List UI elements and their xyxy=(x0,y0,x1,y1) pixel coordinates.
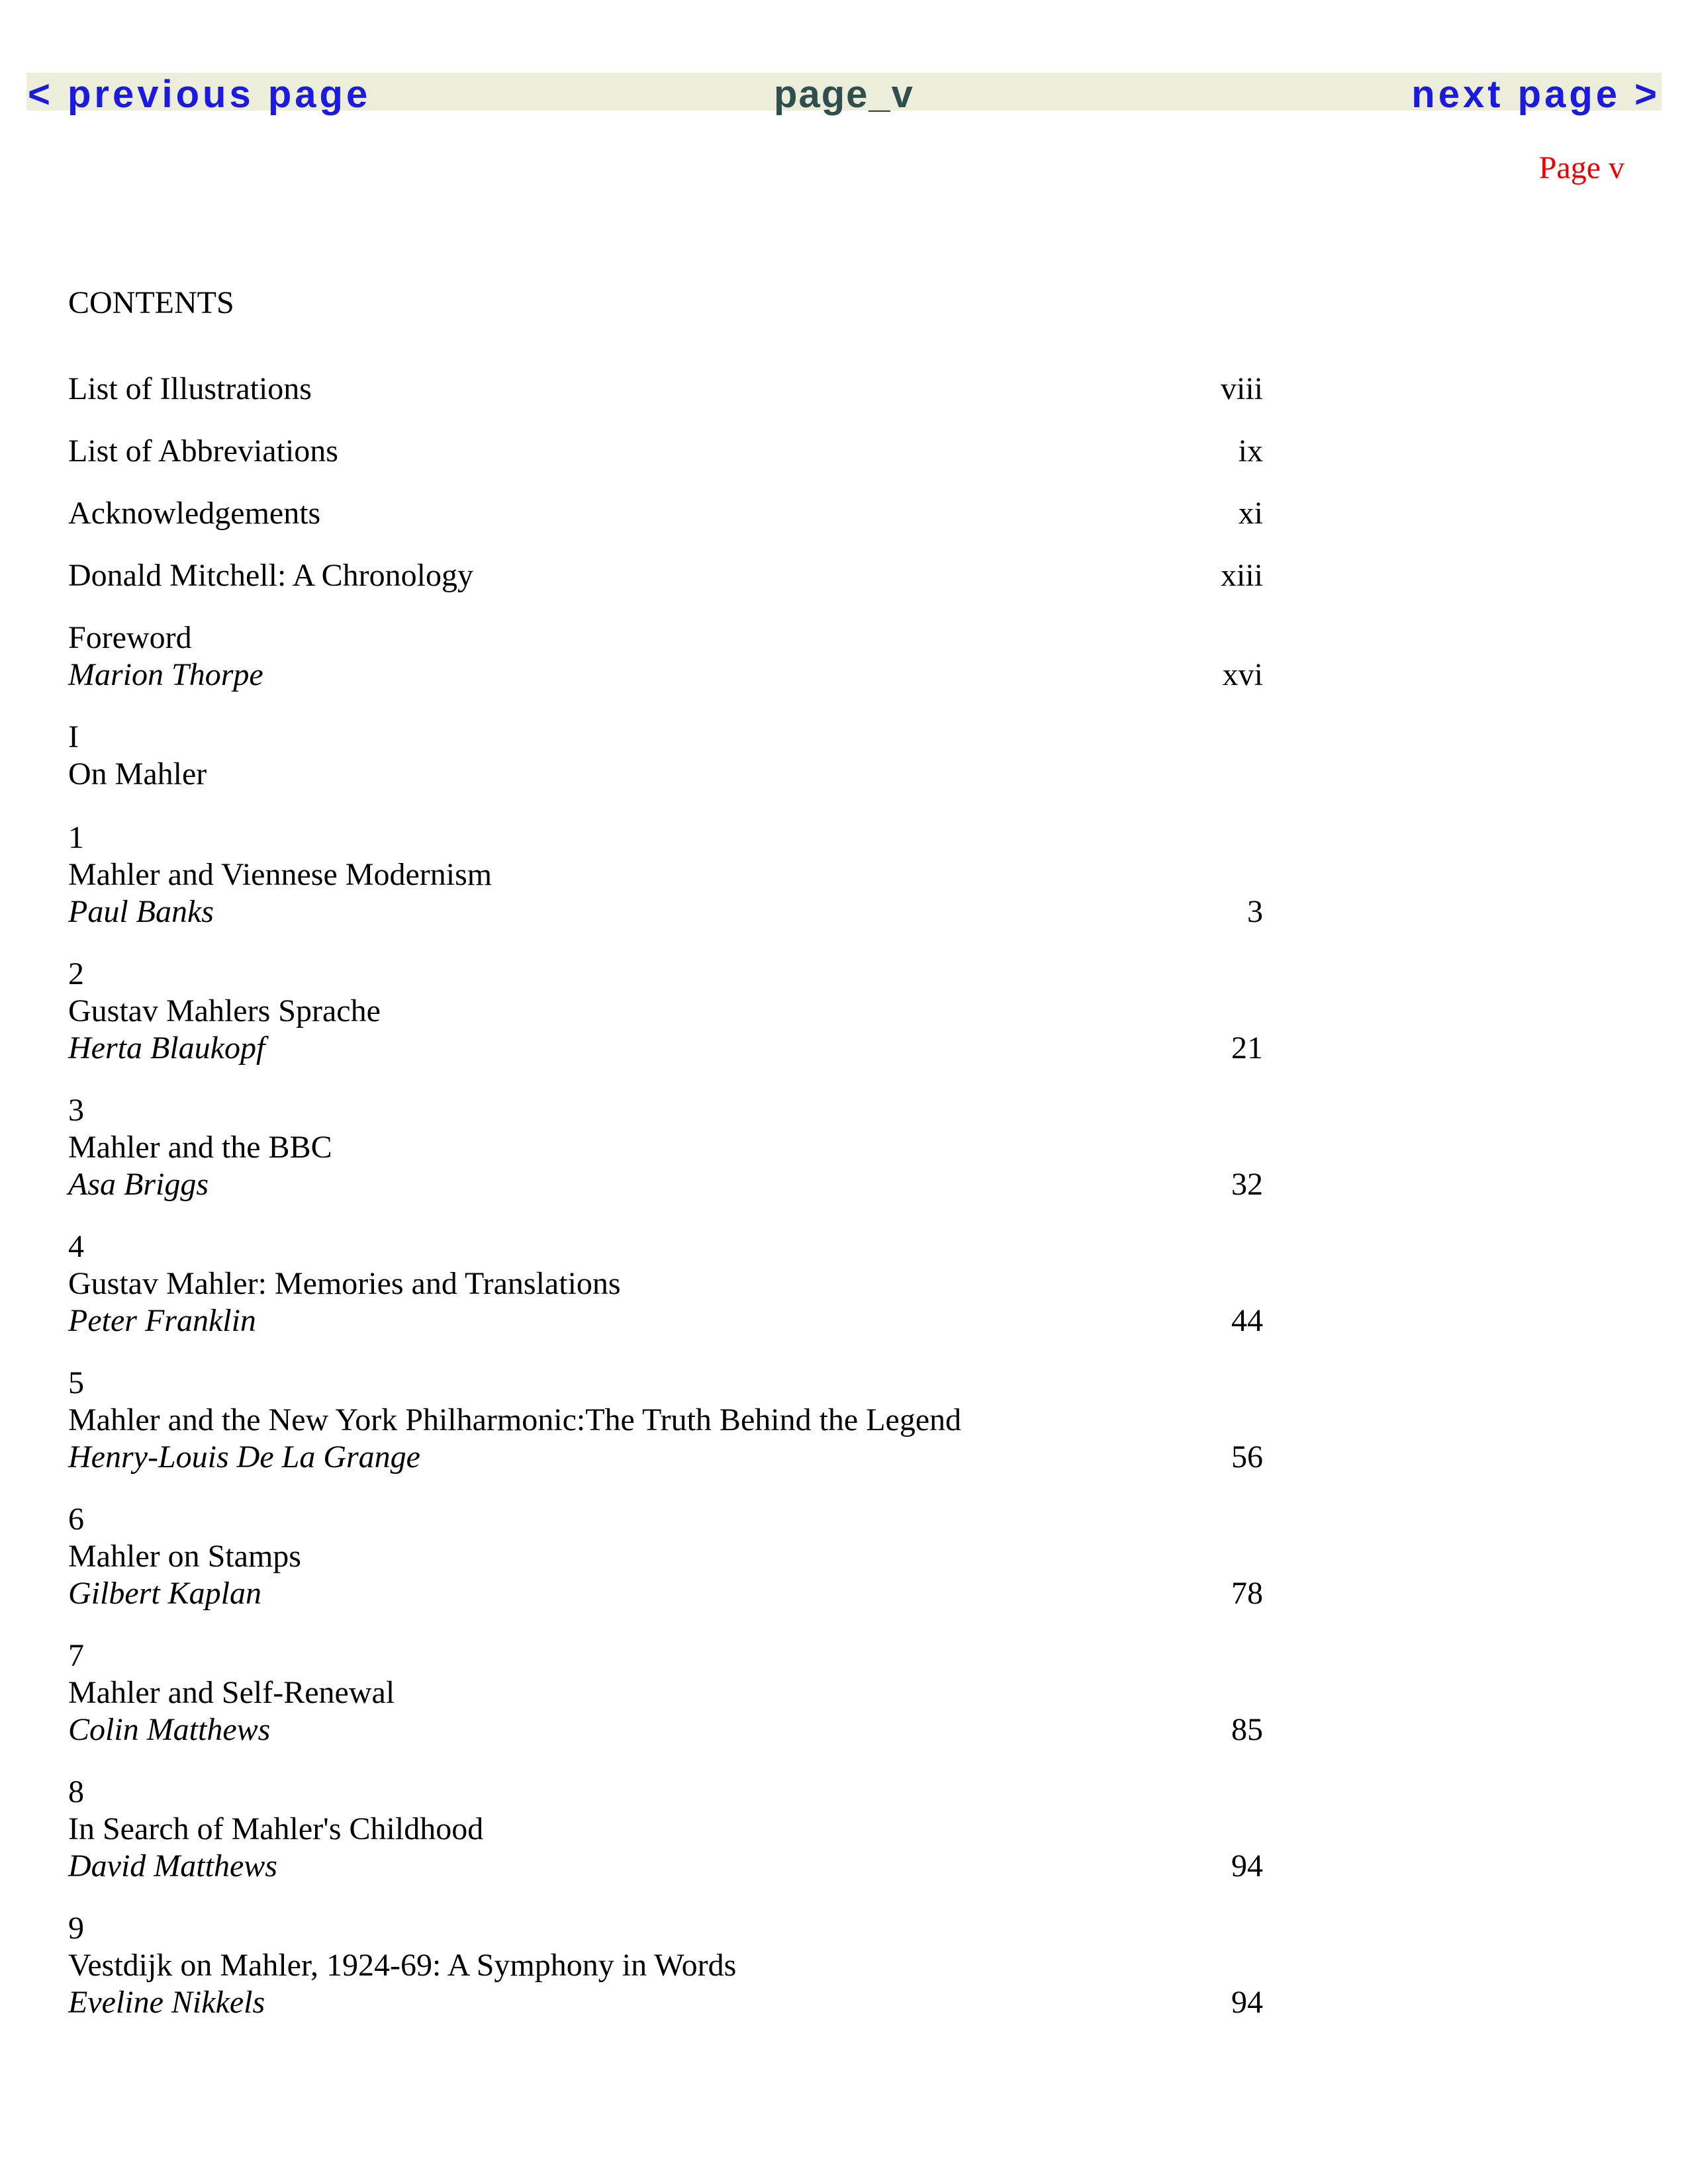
chapter-number: 6 xyxy=(68,1502,84,1537)
chapter-title: Mahler and the BBC xyxy=(68,1130,332,1165)
chapter-author: Asa Briggs xyxy=(68,1167,209,1202)
chapter-page: 85 xyxy=(1231,1712,1263,1747)
toc-entry-title: Acknowledgements xyxy=(68,496,321,531)
chapter-title: Gustav Mahlers Sprache xyxy=(68,993,381,1028)
chapter-title: Mahler on Stamps xyxy=(68,1539,301,1574)
chapter-number: 5 xyxy=(68,1365,84,1400)
chapter-page: 56 xyxy=(1231,1439,1263,1475)
contents-heading: CONTENTS xyxy=(68,285,234,320)
chapter-page: 32 xyxy=(1231,1167,1263,1202)
toc-chapter xyxy=(68,819,1263,931)
chapter-title: In Search of Mahler's Childhood xyxy=(68,1811,484,1846)
chapter-title: Mahler and Self-Renewal xyxy=(68,1675,395,1710)
toc-entry-title: Donald Mitchell: A Chronology xyxy=(68,558,473,593)
page-title: page_v xyxy=(774,73,914,116)
chapter-page: 44 xyxy=(1231,1303,1263,1338)
chapter-author: Peter Franklin xyxy=(68,1303,256,1338)
toc-entry-title: List of Illustrations xyxy=(68,371,312,406)
chapter-number: 4 xyxy=(68,1229,84,1264)
toc-chapter xyxy=(68,1365,1263,1476)
toc-entry-foreword xyxy=(68,619,1263,694)
chapter-title: Vestdijk on Mahler, 1924-69: A Symphony in Words xyxy=(68,1948,737,1983)
toc-entry-title: Foreword xyxy=(68,620,192,655)
toc-part-heading xyxy=(68,719,1263,793)
chapter-page: 94 xyxy=(1231,1985,1263,2020)
toc-chapter xyxy=(68,1774,1263,1885)
table-of-contents xyxy=(68,371,1263,2046)
chapter-page: 21 xyxy=(1231,1030,1263,1066)
page-number-label: Page v xyxy=(1538,150,1624,185)
chapter-author: Herta Blaukopf xyxy=(68,1030,265,1066)
toc-entry-illustrations xyxy=(68,371,1263,408)
chapter-page: 3 xyxy=(1247,894,1263,929)
toc-entry-page: viii xyxy=(1220,371,1263,406)
chapter-number: 8 xyxy=(68,1774,84,1809)
chapter-number: 2 xyxy=(68,956,84,991)
toc-chapter xyxy=(68,1092,1263,1203)
previous-page-link[interactable]: < previous page xyxy=(28,73,371,116)
toc-entry-page: xi xyxy=(1238,496,1263,531)
toc-entry-title: List of Abbreviations xyxy=(68,433,338,469)
chapter-number: 9 xyxy=(68,1911,84,1946)
chapter-author: Henry-Louis De La Grange xyxy=(68,1439,420,1475)
chapter-author: Colin Matthews xyxy=(68,1712,271,1747)
chapter-number: 1 xyxy=(68,820,84,855)
chapter-author: Gilbert Kaplan xyxy=(68,1576,262,1611)
toc-chapter xyxy=(68,956,1263,1067)
chapter-title: Gustav Mahler: Memories and Translations xyxy=(68,1266,621,1301)
toc-entry-page: xvi xyxy=(1222,657,1263,692)
chapter-title: Mahler and Viennese Modernism xyxy=(68,857,492,892)
toc-entry-author: Marion Thorpe xyxy=(68,657,263,692)
toc-entry-page: xiii xyxy=(1220,558,1263,593)
part-numeral: I xyxy=(68,719,79,754)
next-page-link[interactable]: next page > xyxy=(1411,73,1660,116)
chapter-number: 3 xyxy=(68,1093,84,1128)
chapter-author: Paul Banks xyxy=(68,894,214,929)
chapter-number: 7 xyxy=(68,1638,84,1673)
toc-chapter xyxy=(68,1228,1263,1340)
chapter-page: 78 xyxy=(1231,1576,1263,1611)
toc-entry-chronology xyxy=(68,557,1263,594)
chapter-author: David Matthews xyxy=(68,1848,277,1884)
toc-entry-page: ix xyxy=(1238,433,1263,469)
toc-chapter xyxy=(68,1501,1263,1612)
toc-entry-acknowledgements xyxy=(68,495,1263,532)
chapter-page: 94 xyxy=(1231,1848,1263,1884)
toc-entry-abbreviations xyxy=(68,433,1263,470)
toc-chapter xyxy=(68,1637,1263,1749)
part-title: On Mahler xyxy=(68,756,207,792)
chapter-title: Mahler and the New York Philharmonic:The Truth Behind the Legend xyxy=(68,1402,962,1437)
chapter-author: Eveline Nikkels xyxy=(68,1985,265,2020)
toc-chapter xyxy=(68,1910,1263,2021)
